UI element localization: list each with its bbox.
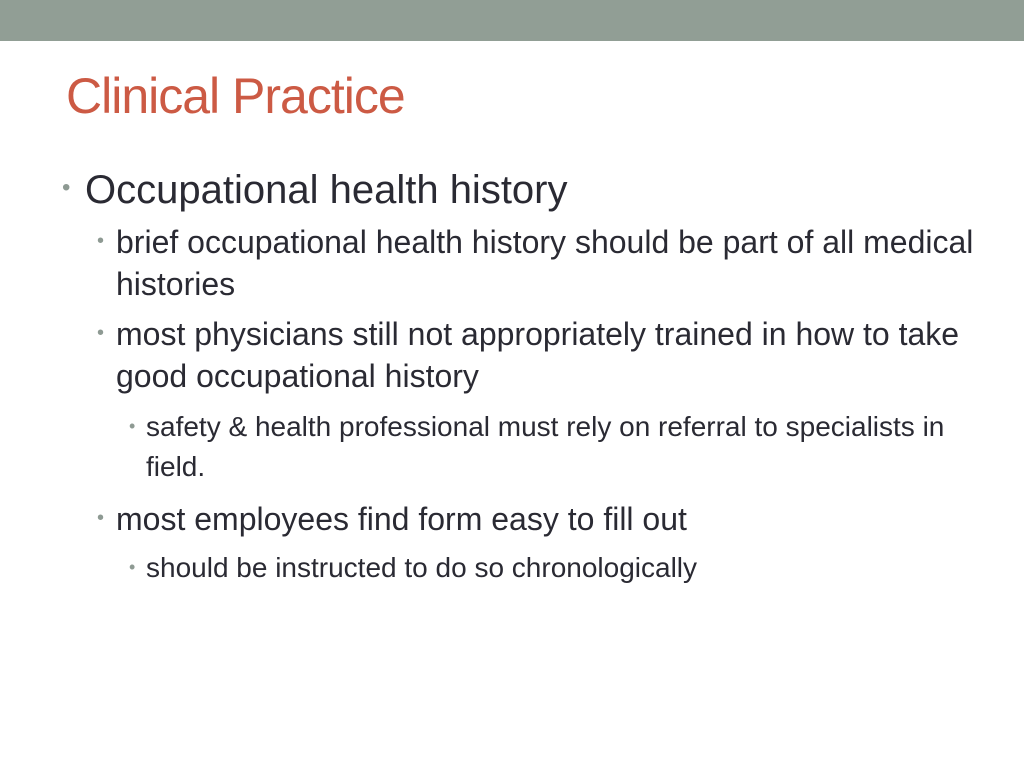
bullet-text: most employees find form easy to fill out — [116, 501, 687, 537]
bullet-marker: • — [129, 557, 136, 577]
bullet-marker: • — [97, 507, 105, 529]
bullet-text: should be instructed to do so chronologically — [146, 552, 698, 583]
bullet-marker: • — [97, 230, 105, 252]
bullet-level-3 — [129, 407, 966, 487]
bullet-level-1 — [62, 166, 985, 214]
slide-title: Clinical Practice — [66, 68, 405, 124]
bullet-marker: • — [97, 322, 105, 344]
bullet-text: Occupational health history — [85, 168, 568, 212]
bullet-level-2 — [97, 498, 986, 540]
bullet-text: most physicians still not appropriately trained in how to take good occupational history — [116, 316, 960, 394]
bullet-level-2 — [97, 221, 986, 305]
bullet-marker: • — [62, 174, 71, 201]
bullet-marker: • — [129, 416, 136, 436]
bullet-level-2 — [97, 313, 986, 397]
bullet-text: safety & health professional must rely on referral to specialists in field. — [146, 411, 945, 482]
bullet-text: brief occupational health history should be part of all medical histories — [116, 224, 974, 302]
bullet-level-3 — [129, 548, 966, 588]
